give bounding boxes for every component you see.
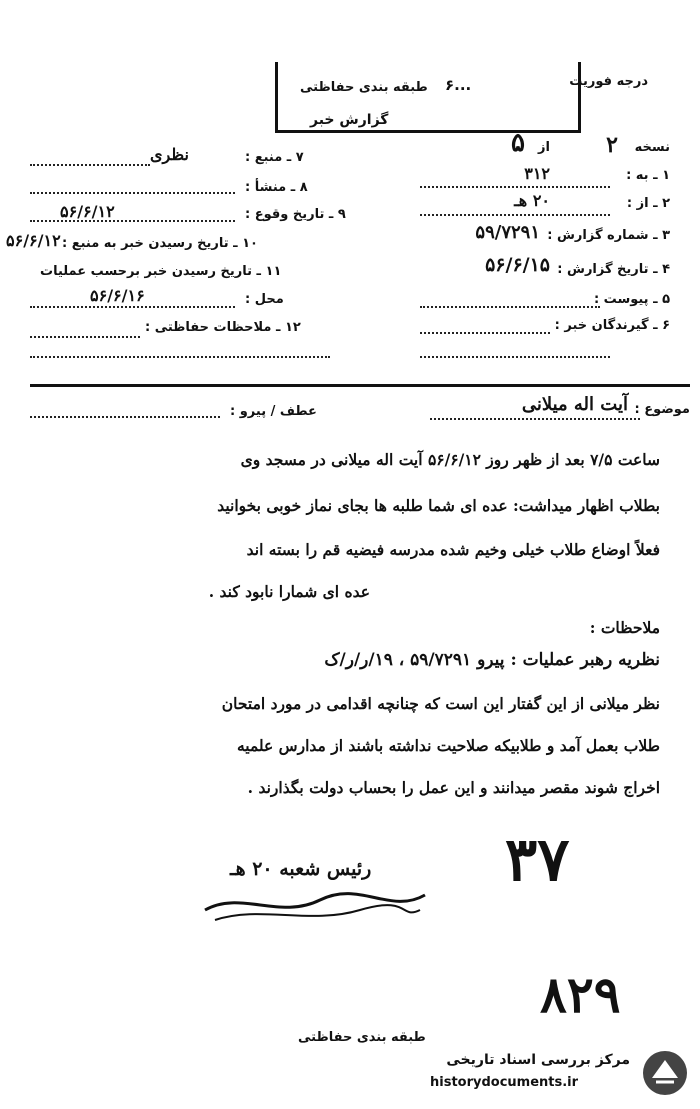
field-attachment-label: ۵ ـ پیوست :	[593, 292, 670, 307]
field-ops-receipt-label: ۱۱ ـ تاریخ رسیدن خبر برحسب عملیات	[40, 264, 282, 279]
body-line: عده ای شمارا نابود کند .	[208, 582, 370, 601]
signature-scribble	[200, 880, 430, 930]
field-origin-line	[30, 192, 235, 194]
ref-label: عطف / پیرو :	[230, 404, 317, 419]
body-line: اخراج شوند مقصر میدانند و این عمل را بحساب دولت بگذارند .	[247, 778, 660, 797]
body-line: ساعت ۷/۵ بعد از ظهر روز ۵۶/۶/۱۲ آیت اله میلانی در مسجد وی	[240, 450, 660, 469]
field-report-no-value: ۵۹/۷۲۹۱	[475, 222, 540, 243]
field-security-notes-label: ۱۲ ـ ملاحظات حفاظتی :	[145, 320, 301, 335]
subject-label: موضوع :	[634, 402, 690, 417]
notes-heading: ملاحظات :	[589, 618, 660, 637]
urgency-label: درجه فوریت	[569, 74, 648, 89]
of-number: ۵	[511, 128, 525, 158]
field-source-receipt-label: ۱۰ ـ تاریخ رسیدن خبر به منبع :	[62, 236, 258, 251]
body-line: طلاب بعمل آمد و طلابیکه صلاحیت نداشته باشند از مدارس علمیه	[236, 736, 660, 755]
field-occurrence-date-label: ۹ ـ تاریخ وقوع :	[245, 207, 346, 222]
body-line: فعلاً اوضاع طلاب خیلی وخیم شده مدرسه فیضیه قم را بسته اند	[246, 540, 660, 559]
field-occurrence-date-line	[30, 220, 235, 222]
ref-line	[30, 416, 220, 418]
field-from-value: ۲۰ هـ	[514, 191, 550, 210]
field-ops-location-label: محل :	[245, 292, 284, 307]
field-origin-label: ۸ ـ منشأ :	[245, 180, 308, 195]
handwritten-number: ۳۷	[505, 825, 570, 895]
classification-mark: ...۶	[445, 76, 472, 94]
field-source-value: نظری	[150, 145, 189, 164]
field-from-label: ۲ ـ از :	[626, 196, 670, 211]
field-ops-location-line	[30, 306, 235, 308]
of-label: از	[538, 140, 550, 155]
subject-line	[430, 418, 640, 420]
field-report-no-label: ۳ ـ شماره گزارش :	[547, 228, 670, 243]
field-attachment-line	[420, 306, 600, 308]
signature: رئیس شعبه ۲۰ هـ	[230, 858, 372, 880]
file-number: ۸۲۹	[540, 965, 621, 1024]
body-line: نظر میلانی از این گفتار این است که چنانچه اقدامی در مورد امتحان	[221, 694, 660, 713]
field-source-label: ۷ ـ منبع :	[245, 150, 304, 165]
field-recipients-label: ۶ ـ گیرندگان خبر :	[554, 318, 670, 333]
classification-label: طبقه بندی حفاظتی	[300, 80, 428, 95]
field-ops-location-value: ۵۶/۶/۱۶	[90, 286, 145, 305]
archive-logo-icon	[640, 1048, 690, 1098]
body-line: نظریه رهبر عملیات : پیرو ۵۹/۷۲۹۱ ، ۱۹/ر/ر/ک	[324, 650, 660, 670]
footer-classification: طبقه بندی حفاظتی	[298, 1030, 426, 1045]
copy-number: ۲	[606, 132, 618, 158]
field-to-value: ۳۱۲	[524, 164, 550, 183]
field-recipients-line	[420, 332, 550, 334]
field-source-line	[30, 164, 150, 166]
field-security-notes-line-2	[30, 356, 330, 358]
watermark-url: historydocuments.ir	[430, 1075, 579, 1090]
field-to-line	[420, 186, 610, 188]
field-from-line	[420, 214, 610, 216]
field-recipients-line-2	[420, 356, 610, 358]
field-report-date-value: ۵۶/۶/۱۵	[485, 254, 550, 276]
copy-label: نسخه	[634, 140, 670, 155]
divider-rule	[30, 384, 690, 387]
field-occurrence-date-value: ۵۶/۶/۱۲	[60, 202, 115, 221]
report-title: گزارش خبر	[310, 112, 389, 128]
field-security-notes-line	[30, 336, 140, 338]
field-source-receipt-value: ۵۶/۶/۱۲	[6, 231, 61, 250]
watermark-name: مرکز بررسی اسناد تاریخی	[446, 1052, 630, 1068]
body-line: بطلاب اظهار میداشت: عده ای شما طلبه ها بجای نماز خوبی بخوانید	[217, 496, 660, 515]
field-report-date-label: ۴ ـ تاریخ گزارش :	[557, 262, 670, 277]
subject-value: آیت اله میلانی	[521, 394, 628, 415]
field-to-label: ۱ ـ به :	[626, 168, 670, 183]
